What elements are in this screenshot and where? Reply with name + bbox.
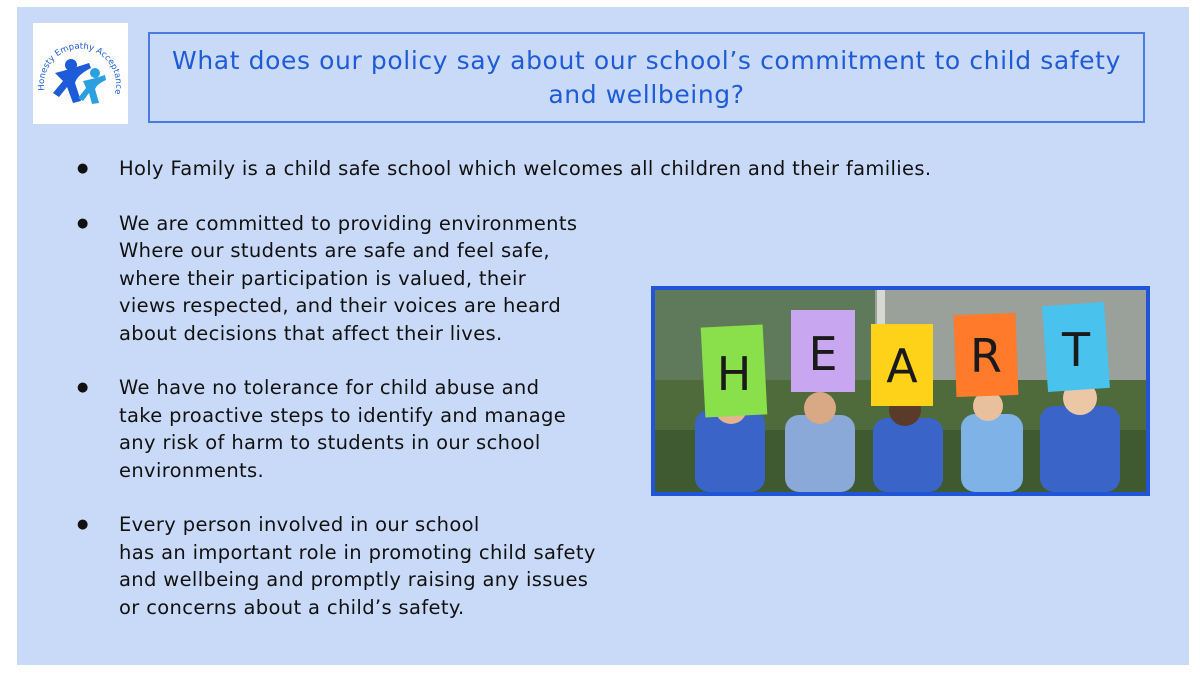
- page-title: What does our policy say about our school’s commitment to child safety and wellbeing?: [172, 45, 1121, 109]
- school-logo-graphic: [33, 23, 128, 124]
- card-letter-a: A: [886, 339, 918, 393]
- card-letter-h: H: [716, 347, 752, 401]
- title-box: [148, 32, 1145, 123]
- logo-word-empathy: Empathy: [53, 41, 96, 60]
- logo-word-acceptance: Acceptance: [94, 46, 124, 96]
- heart-photo: [651, 286, 1150, 496]
- bullet-every-person: ● Every person involved in our school has an important role in promoting child safety and wellbeing and promptly raising any issues or concerns about a child’s safety.: [77, 511, 1157, 621]
- logo-word-honesty: Honesty: [36, 53, 58, 92]
- svg-text:Honesty: [33, 23, 123, 95]
- heart-photo-illustration: [655, 290, 1146, 492]
- logo-word-respect: [33, 23, 36, 26]
- bullet-no-tolerance: ● We have no tolerance for child abuse and take proactive steps to identify and manage any risk of harm to students in our school environments.: [77, 374, 1157, 484]
- card-letter-e: E: [808, 327, 838, 381]
- slide: [17, 7, 1189, 665]
- card-letter-r: R: [970, 329, 1002, 383]
- bullet-welcome: ● Holy Family is a child safe school which welcomes all children and their families.: [77, 155, 1157, 183]
- bullet-commitment: ● We are committed to providing environments Where our students are safe and feel safe, where their participation is valued, their views respected, and their voices are heard about decisions that affect their lives.: [77, 210, 1157, 348]
- card-letter-t: T: [1061, 323, 1091, 377]
- logo-word-trust: [33, 23, 37, 26]
- school-logo: [33, 23, 128, 124]
